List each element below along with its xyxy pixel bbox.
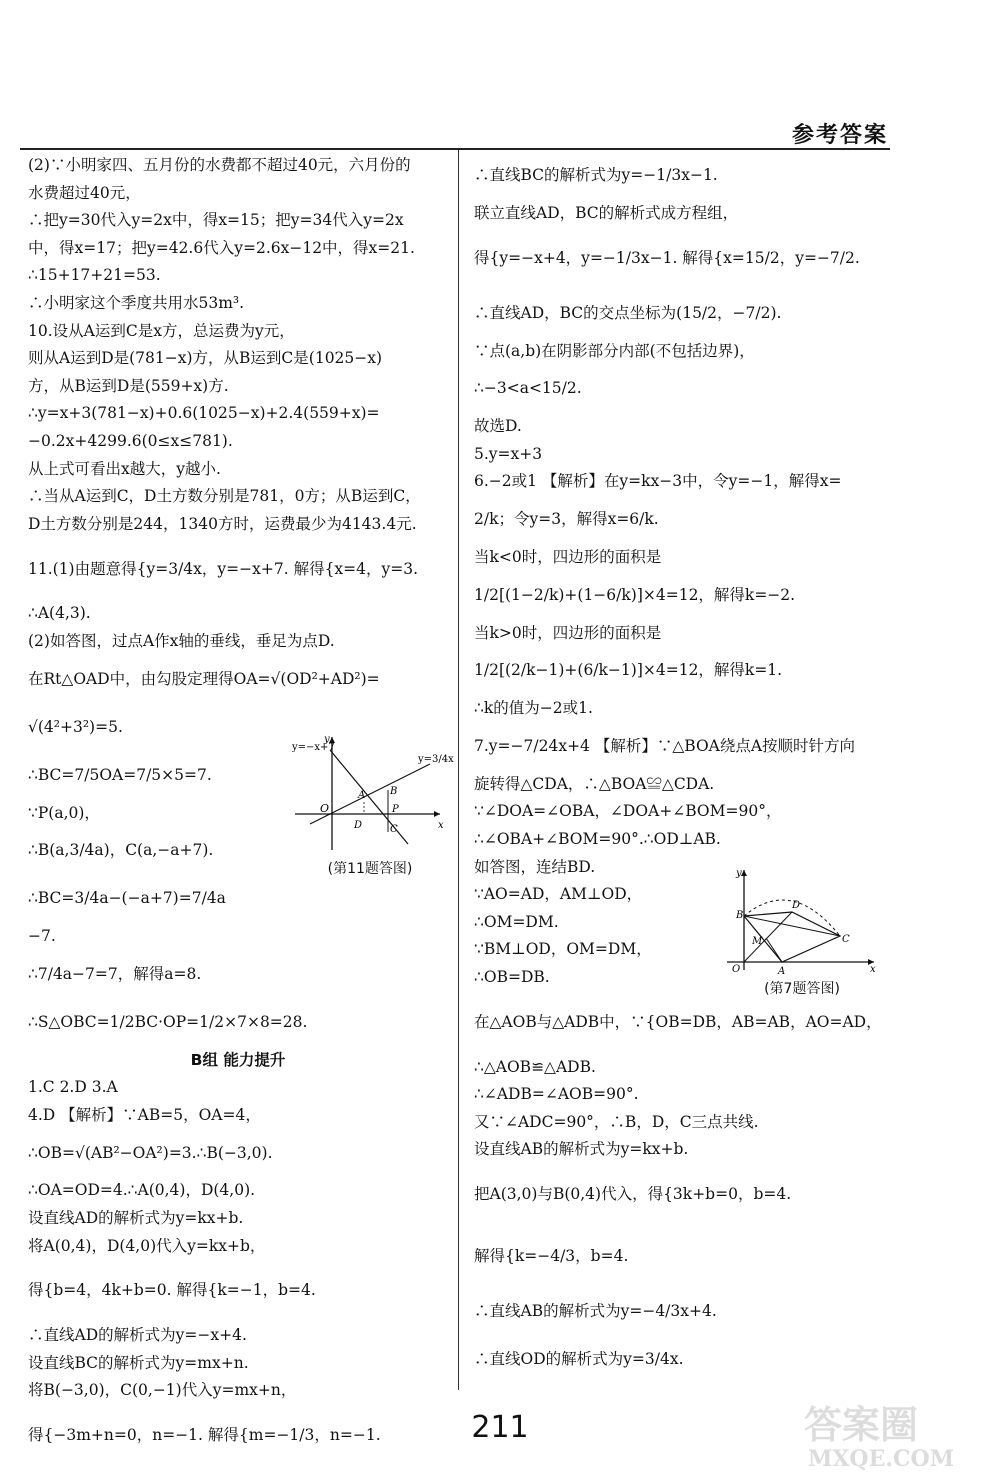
left-column-line: 则从A运到D是(781−x)方，从B运到C是(1025−x)	[28, 349, 383, 368]
fig7-C-label: C	[842, 934, 850, 945]
fig7-origin-label: O	[732, 964, 741, 975]
page-header-title: 参考答案	[791, 123, 888, 148]
left-column-line: 方，从B运到D是(559+x)方.	[28, 376, 229, 395]
left-column-line: ∴小明家这个季度共用水53m³.	[28, 293, 245, 312]
left-column-line: ∴OA=OD=4.∴A(0,4)，D(4,0).	[28, 1181, 256, 1200]
left-column-line: D土方数分别是244，1340方时，运费最少为4143.4元.	[28, 514, 417, 533]
left-column-line: 1.C 2.D 3.A	[28, 1078, 118, 1097]
left-column-line: B组 能力提升	[190, 1050, 286, 1069]
left-column-line: 将B(−3,0)，C(0,−1)代入y=mx+n，	[28, 1381, 297, 1400]
header-divider	[20, 148, 890, 150]
right-column-line: 1/2[(1−2/k)+(1−6/k)]×4=12，解得k=−2.	[474, 585, 796, 604]
left-column-line: 11.(1)由题意得{y=3/4x，y=−x+7. 解得{x=4，y=3.	[28, 559, 419, 578]
left-column-line: 设直线AD的解析式为y=kx+b.	[28, 1209, 244, 1228]
left-column-line: 中，得x=17；把y=42.6代入y=2.6x−12中，得x=21.	[28, 238, 415, 257]
right-column-line: 把A(3,0)与B(0,4)代入，得{3k+b=0，b=4.	[474, 1185, 792, 1204]
fig11-x-label: x	[438, 820, 444, 831]
left-column-line: ∵P(a,0)，	[28, 803, 100, 822]
right-column-line: ∵点(a,b)在阴影部分内部(不包括边界)，	[474, 341, 755, 360]
fig7-x-label: x	[870, 964, 876, 975]
left-column-line: ∴15+17+21=53.	[28, 266, 161, 285]
fig11-D-label: D	[354, 820, 363, 831]
fig11-line2-label: y=3/4x	[418, 754, 454, 765]
page-number: 211	[471, 1410, 529, 1445]
right-column-line: 如答图，连结BD.	[474, 857, 596, 876]
right-column-line: 又∵∠ADC=90°，∴B，D，C三点共线.	[474, 1112, 759, 1131]
fig7-A-label: A	[778, 966, 786, 977]
right-column-line: ∴直线OD的解析式为y=3/4x.	[474, 1350, 684, 1369]
left-column-line: 10.设从A运到C是x方，总运费为y元，	[28, 321, 295, 340]
right-column-line: 当k>0时，四边形的面积是	[474, 623, 662, 642]
right-column-line: ∴∠ADB=∠AOB=90°.	[474, 1085, 639, 1104]
right-column-line: ∴直线AD，BC的交点坐标为(15/2，−7/2).	[474, 303, 782, 322]
right-column-line: ∴直线BC的解析式为y=−1/3x−1.	[474, 166, 718, 185]
left-column-line: ∴把y=30代入y=2x中，得x=15；把y=34代入y=2x	[28, 211, 404, 230]
left-column-line: 得{−3m+n=0，n=−1. 解得{m=−1/3，n=−1.	[28, 1426, 381, 1445]
fig11-B-label: B	[390, 786, 398, 797]
fig11-A-label: A	[358, 790, 366, 801]
right-column-line: 旋转得△CDA，∴△BOA≌△CDA.	[474, 774, 715, 793]
left-column-line: 得{b=4，4k+b=0. 解得{k=−1，b=4.	[28, 1281, 316, 1300]
column-divider	[458, 150, 459, 1390]
right-column-line: 当k<0时，四边形的面积是	[474, 547, 662, 566]
left-column-line: 将A(0,4)，D(4,0)代入y=kx+b，	[28, 1236, 266, 1255]
right-column-line: 得{y=−x+4，y=−1/3x−1. 解得{x=15/2，y=−7/2.	[474, 248, 860, 267]
right-column-line: 1/2[(2/k−1)+(6/k−1)]×4=12，解得k=1.	[474, 661, 783, 680]
right-column-line: 联立直线AD，BC的解析式成方程组，	[474, 204, 739, 222]
right-column-line: 解得{k=−4/3，b=4.	[474, 1247, 629, 1266]
right-column-line: 故选D.	[474, 417, 522, 436]
right-column-line: ∵∠DOA=∠OBA，∠DOA+∠BOM=90°，	[474, 802, 782, 821]
left-column-line: ∴B(a,3/4a)，C(a,−a+7).	[28, 841, 214, 860]
right-column-line: ∵BM⊥OD，OM=DM，	[474, 940, 652, 959]
right-column	[474, 152, 894, 1384]
fig7-D-label: D	[792, 900, 801, 911]
figure-11-caption: (第11题答图)	[327, 861, 413, 877]
left-column-line: −7.	[28, 927, 56, 946]
right-column-line: ∴k的值为−2或1.	[474, 699, 593, 718]
left-column-line: √(4²+3²)=5.	[28, 717, 123, 736]
right-column-line: ∴△AOB≌△ADB.	[474, 1057, 596, 1076]
right-column-line: ∴−3<a<15/2.	[474, 379, 582, 398]
right-column-line: ∴OM=DM.	[474, 912, 559, 931]
right-column-line: ∴OB=DB.	[474, 967, 550, 986]
figure-7-caption: (第7题答图)	[764, 981, 840, 997]
fig11-origin-label: O	[320, 802, 330, 815]
left-column-line: (2)如答图，过点A作x轴的垂线，垂足为点D.	[28, 631, 335, 650]
right-column-line: 2/k；令y=3，解得x=6/k.	[474, 510, 659, 529]
right-column-line: ∴直线AB的解析式为y=−4/3x+4.	[474, 1302, 717, 1321]
left-column-line: ∴A(4,3).	[28, 604, 91, 623]
figure-7-diagram	[722, 866, 882, 977]
left-column-line: ∴BC=3/4a−(−a+7)=7/4a	[28, 889, 226, 908]
left-column-line: ∴当从A运到C，D土方数分别是781，0方；从B运到C，	[28, 487, 421, 506]
left-column-line: ∴直线AD的解析式为y=−x+4.	[28, 1326, 247, 1345]
right-column-line: 设直线AB的解析式为y=kx+b.	[474, 1140, 689, 1159]
left-column-line: ∴y=x+3(781−x)+0.6(1025−x)+2.4(559+x)=	[28, 404, 380, 423]
left-column-line: 从上式可看出x越大，y越小.	[28, 459, 221, 478]
right-column-line: ∵AO=AD，AM⊥OD，	[474, 885, 643, 904]
left-column-line: ∴BC=7/5OA=7/5×5=7.	[28, 765, 212, 784]
fig11-C-label: C	[390, 824, 398, 835]
fig7-M-label: M	[752, 936, 763, 947]
fig11-y-label: y	[324, 734, 330, 745]
figure-11	[290, 732, 454, 882]
right-column-line: 6.−2或1 【解析】在y=kx−3中，令y=−1，解得x=	[474, 472, 842, 491]
left-column-line: 在Rt△OAD中，由勾股定理得OA=√(OD²+AD²)=	[28, 669, 380, 688]
left-column-line: 4.D 【解析】∵AB=5，OA=4，	[28, 1105, 261, 1124]
svg-text:MXQE.COM: MXQE.COM	[808, 1446, 955, 1472]
fig7-y-label: y	[736, 868, 742, 879]
right-column-line: 在△AOB与△ADB中，∵{OB=DB，AB=AB，AO=AD，	[474, 1012, 882, 1031]
right-column-line: 5.y=x+3	[474, 444, 543, 463]
figure-7	[722, 866, 882, 1006]
left-column-line: (2)∵小明家四、五月份的水费都不超过40元，六月份的	[28, 156, 411, 174]
figure-11-diagram	[290, 732, 454, 854]
left-column-line: 水费超过40元，	[28, 183, 141, 202]
fig7-B-label: B	[736, 910, 744, 921]
left-column-line: −0.2x+4299.6(0≤x≤781).	[28, 431, 233, 450]
watermark-logo	[800, 1398, 970, 1470]
left-column-line: ∴S△OBC=1/2BC·OP=1/2×7×8=28.	[28, 1012, 308, 1031]
fig11-line1-label: y=−x+7	[292, 742, 335, 753]
left-column-line: ∴OB=√(AB²−OA²)=3.∴B(−3,0).	[28, 1143, 273, 1162]
left-column-line: ∴7/4a−7=7，解得a=8.	[28, 964, 202, 983]
fig11-P-label: P	[392, 804, 399, 815]
right-column-line: ∴∠OBA+∠BOM=90°.∴OD⊥AB.	[474, 829, 721, 848]
right-column-line: 7.y=−7/24x+4 【解析】∵△BOA绕点A按顺时针方向	[474, 736, 856, 755]
svg-text:答案圈: 答案圈	[804, 1402, 919, 1447]
left-column-line: 设直线BC的解析式为y=mx+n.	[28, 1353, 249, 1372]
